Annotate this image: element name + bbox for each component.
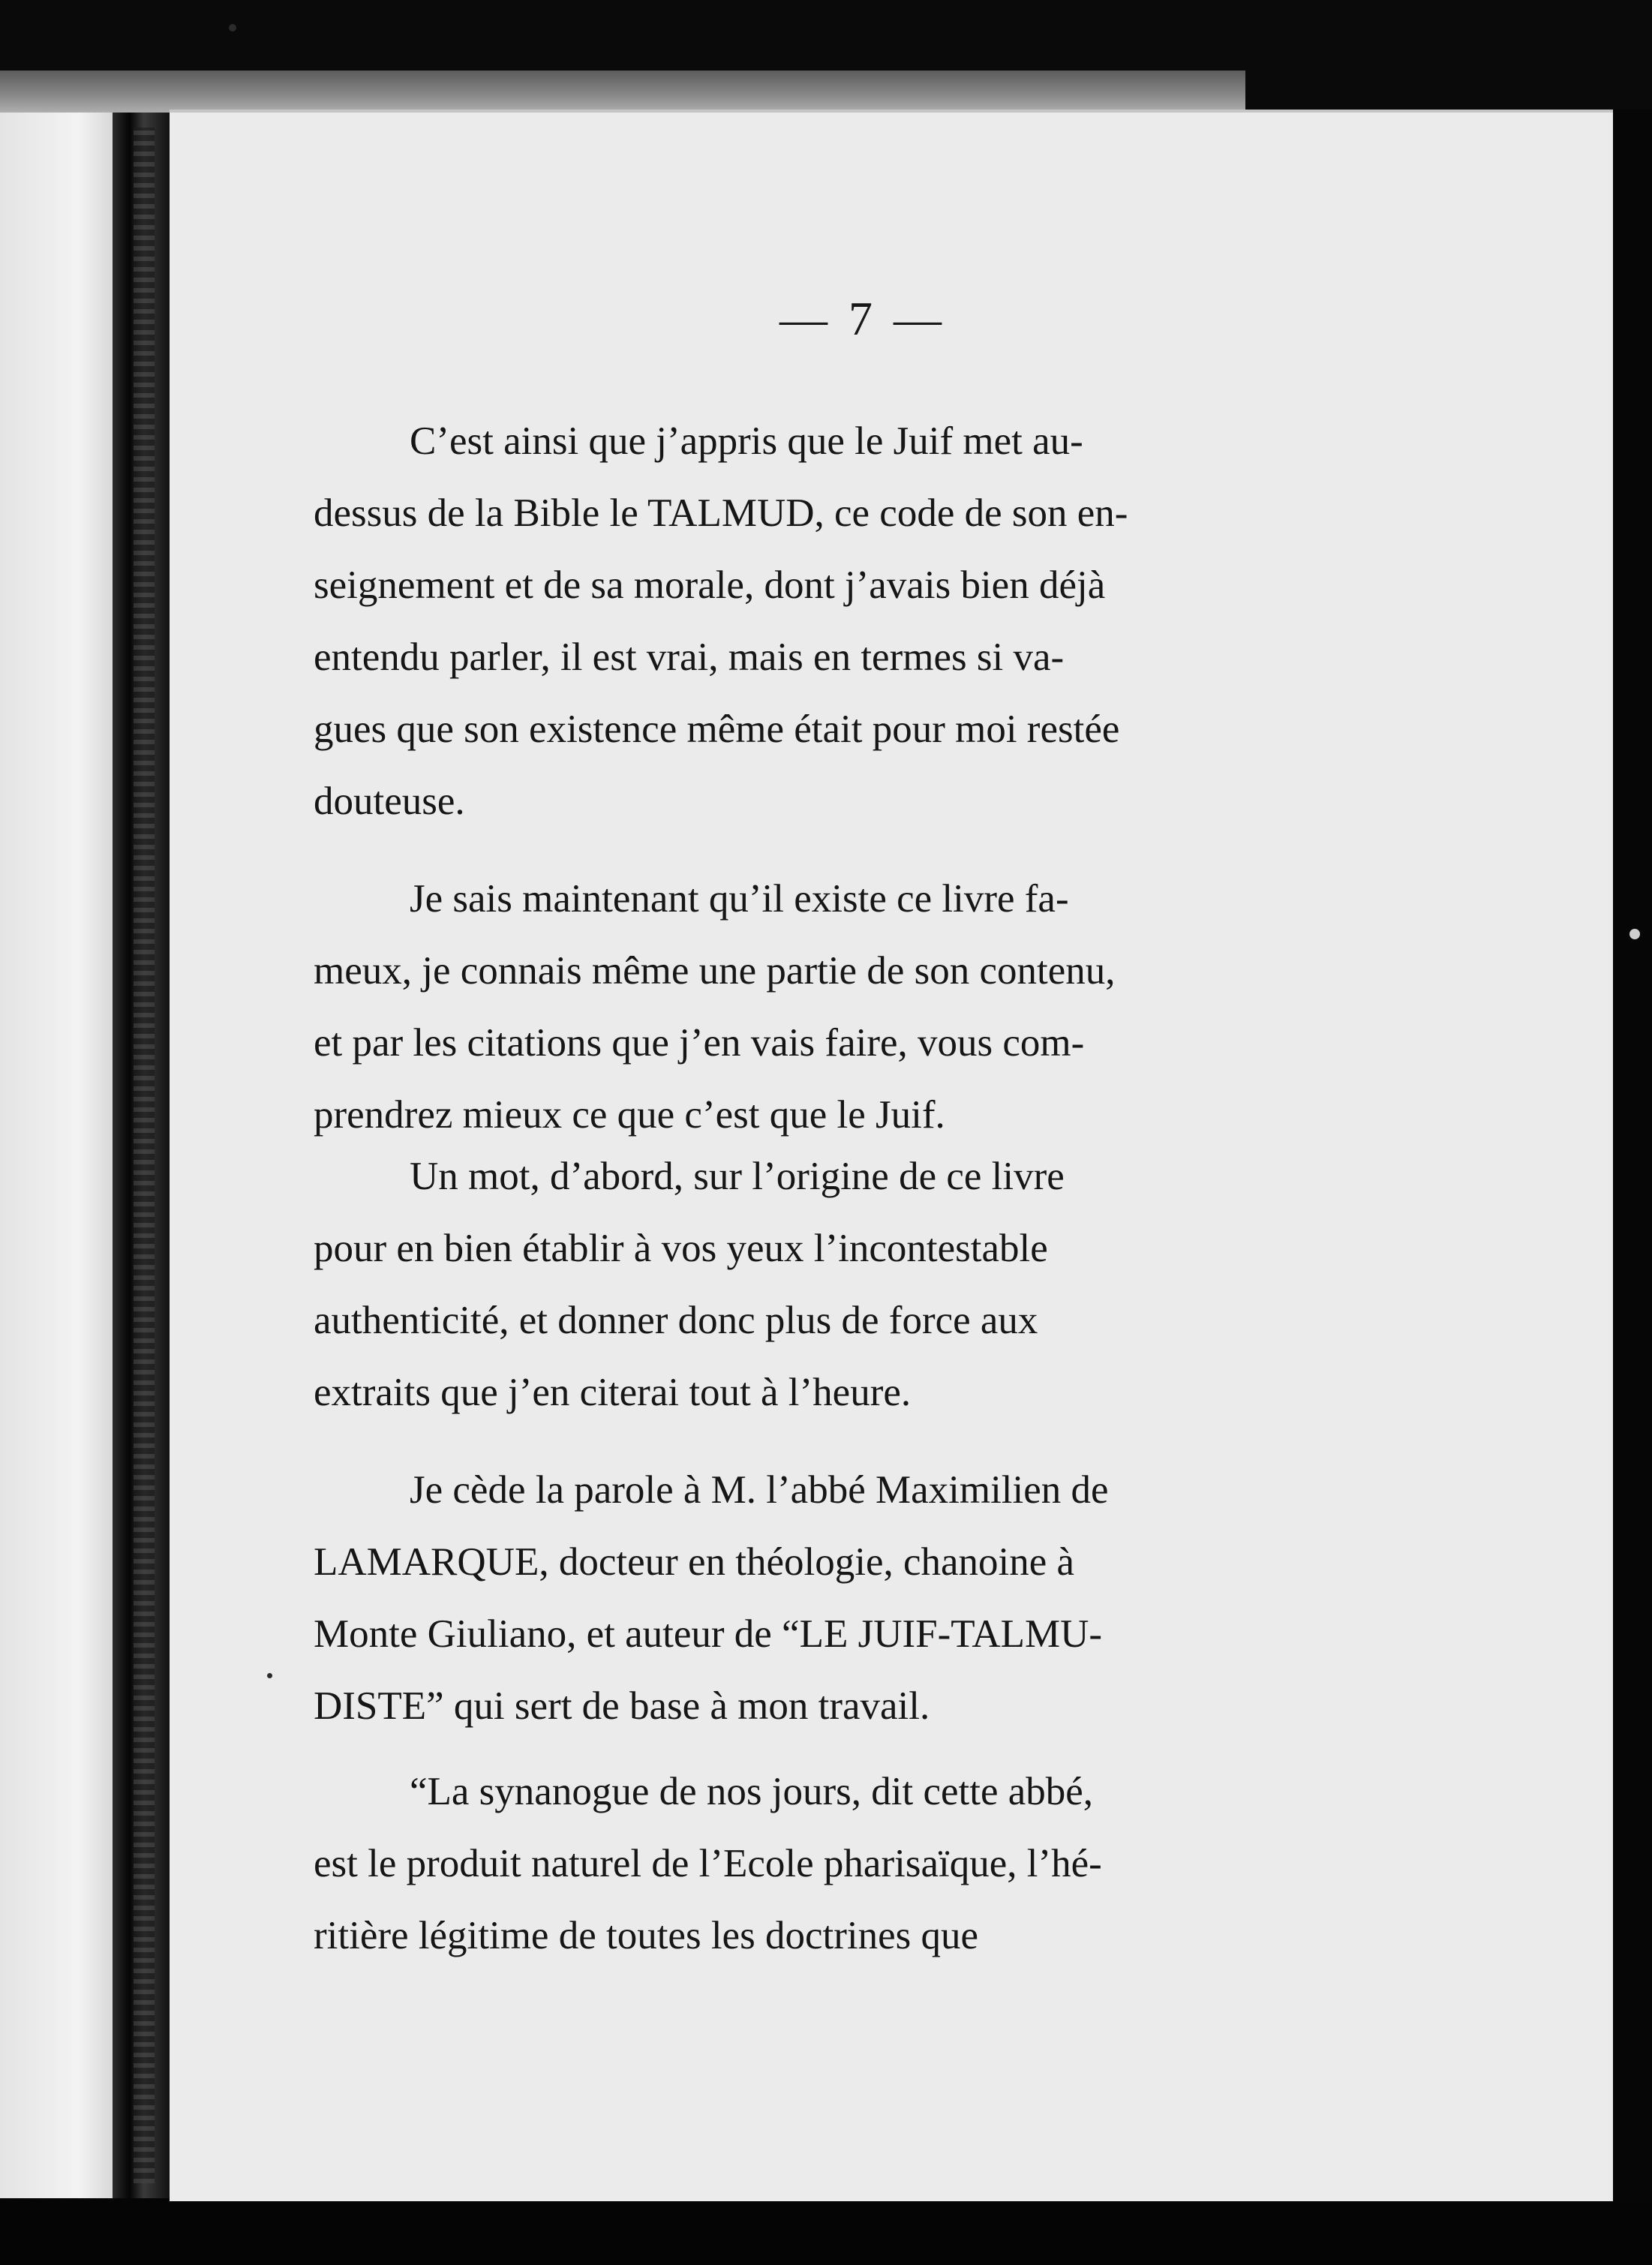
text-line: gues que son existence même était pour moi restée xyxy=(314,707,1120,751)
paragraph-3 xyxy=(314,1140,1364,1428)
spine-texture xyxy=(134,128,155,2183)
text-line: Un mot, d’abord, sur l’origine de ce livre xyxy=(410,1155,1065,1198)
text-line: seignement et de sa morale, dont j’avais bien déjà xyxy=(314,563,1106,607)
paragraph-4 xyxy=(314,1454,1364,1742)
text-line: DISTE” qui sert de base à mon travail. xyxy=(314,1684,930,1728)
page-edge-band xyxy=(0,71,1245,114)
text-line: est le produit naturel de l’Ecole pharisaïque, l’hé- xyxy=(314,1842,1102,1885)
text-line: extraits que j’en citerai tout à l’heure. xyxy=(314,1371,912,1414)
paragraph-2 xyxy=(314,863,1364,1151)
text-line: ritière légitime de toutes les doctrines que xyxy=(314,1914,978,1957)
scan-speck xyxy=(1629,929,1640,939)
facing-page-edge xyxy=(0,113,113,2198)
text-line: entendu parler, il est vrai, mais en termes si va- xyxy=(314,635,1065,679)
page-number: — 7 — xyxy=(779,292,946,345)
scan-speck xyxy=(267,1673,272,1678)
text-line: pour en bien établir à vos yeux l’incontestable xyxy=(314,1227,1048,1270)
scan-speck xyxy=(229,24,236,32)
paragraph-1 xyxy=(314,405,1364,837)
text-line: dessus de la Bible le TALMUD, ce code de son en- xyxy=(314,491,1128,535)
text-line: meux, je connais même une partie de son contenu, xyxy=(314,949,1116,993)
text-line: et par les citations que j’en vais faire, vous com- xyxy=(314,1021,1085,1065)
text-line: prendrez mieux ce que c’est que le Juif. xyxy=(314,1093,945,1137)
text-line: Je cède la parole à M. l’abbé Maximilien de xyxy=(410,1468,1109,1512)
text-line: authenticité, et donner donc plus de force aux xyxy=(314,1299,1038,1342)
text-line: Je sais maintenant qu’il existe ce livre fa- xyxy=(410,877,1069,921)
paragraph-5 xyxy=(314,1756,1364,1972)
text-line: LAMARQUE, docteur en théologie, chanoine à xyxy=(314,1540,1075,1584)
text-line: Monte Giuliano, et auteur de “LE JUIF-TALMU- xyxy=(314,1612,1103,1656)
text-line: C’est ainsi que j’appris que le Juif met au- xyxy=(410,419,1083,463)
text-line: douteuse. xyxy=(314,780,465,823)
text-line: “La synanogue de nos jours, dit cette abbé, xyxy=(410,1770,1094,1813)
scan-border-right xyxy=(1613,110,1652,2198)
